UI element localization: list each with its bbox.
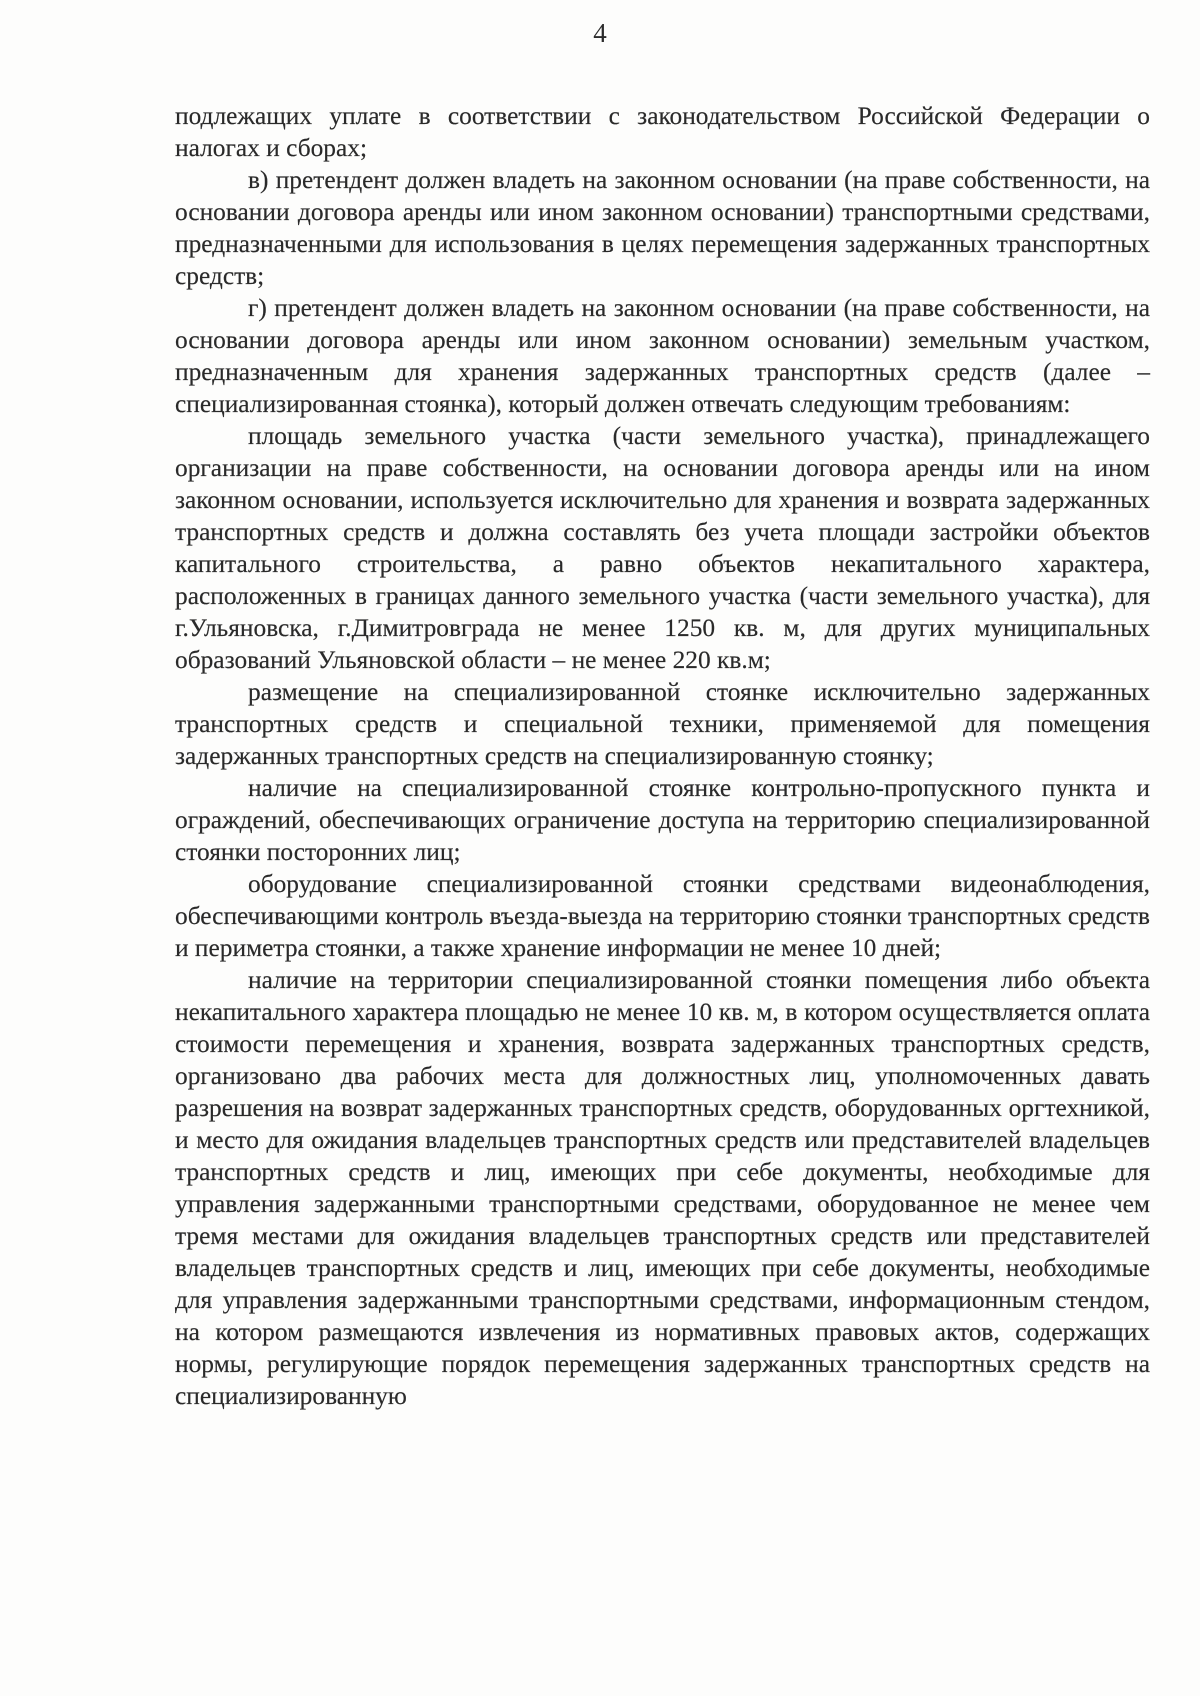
paragraph-checkpoint: наличие на специализированной стоянке контрольно-пропускного пункта и ограждений, обеспечивающих ограничение доступа на территорию специализированной стоянки посторонних лиц; <box>175 774 1150 866</box>
paragraph-continuation: подлежащих уплате в соответствии с законодательством Российской Федерации о налогах и сборах; <box>175 102 1150 162</box>
paragraph-item-g: г) претендент должен владеть на законном основании (на праве собственности, на основании договора аренды или ином законном основании) земельным участком, предназначенным для хранения задержанных транспортных средств (далее – специализированная стоянка), который должен отвечать следующим требованиям: <box>175 294 1150 418</box>
paragraph-item-v: в) претендент должен владеть на законном основании (на праве собственности, на основании договора аренды или ином законном основании) транспортными средствами, предназначенными для использования в целях перемещения задержанных транспортных средств; <box>175 166 1150 290</box>
paragraph-video-surveillance: оборудование специализированной стоянки средствами видеонаблюдения, обеспечивающими контроль въезда-выезда на территорию стоянки транспортных средств и периметра стоянки, а также хранение информации не менее 10 дней; <box>175 870 1150 962</box>
document-body <box>175 100 1150 1412</box>
paragraph-office-premises: наличие на территории специализированной стоянки помещения либо объекта некапитального характера площадью не менее 10 кв. м, в котором осуществляется оплата стоимости перемещения и хранения, возврата задержанных транспортных средств, организовано два рабочих места для должностных лиц, уполномоченных давать разрешения на возврат задержанных транспортных средств, оборудованных оргтехникой, и место для ожидания владельцев транспортных средств или представителей владельцев транспортных средств и лиц, имеющих при себе документы, необходимые для управления задержанными транспортными средствами, оборудованное не менее чем тремя местами для ожидания владельцев транспортных средств или представителей владельцев транспортных средств и лиц, имеющих при себе документы, необходимые для управления задержанными транспортными средствами, информационным стендом, на котором размещаются извлечения из нормативных правовых актов, содержащих нормы, регулирующие порядок перемещения задержанных транспортных средств на специализированную <box>175 966 1150 1410</box>
paragraph-land-area: площадь земельного участка (части земельного участка), принадлежащего организации на праве собственности, на основании договора аренды или на ином законном основании, используется исключительно для хранения и возврата задержанных транспортных средств и должна составлять без учета площади застройки объектов капитального строительства, а равно объектов некапитального характера, расположенных в границах данного земельного участка (части земельного участка), для г.Ульяновска, г.Димитровграда не менее 1250 кв. м, для других муниципальных образований Ульяновской области – не менее 220 кв.м; <box>175 422 1150 674</box>
paragraph-vehicle-placement: размещение на специализированной стоянке исключительно задержанных транспортных средств и специальной техники, применяемой для помещения задержанных транспортных средств на специализированную стоянку; <box>175 678 1150 770</box>
page-number: 4 <box>593 18 607 48</box>
